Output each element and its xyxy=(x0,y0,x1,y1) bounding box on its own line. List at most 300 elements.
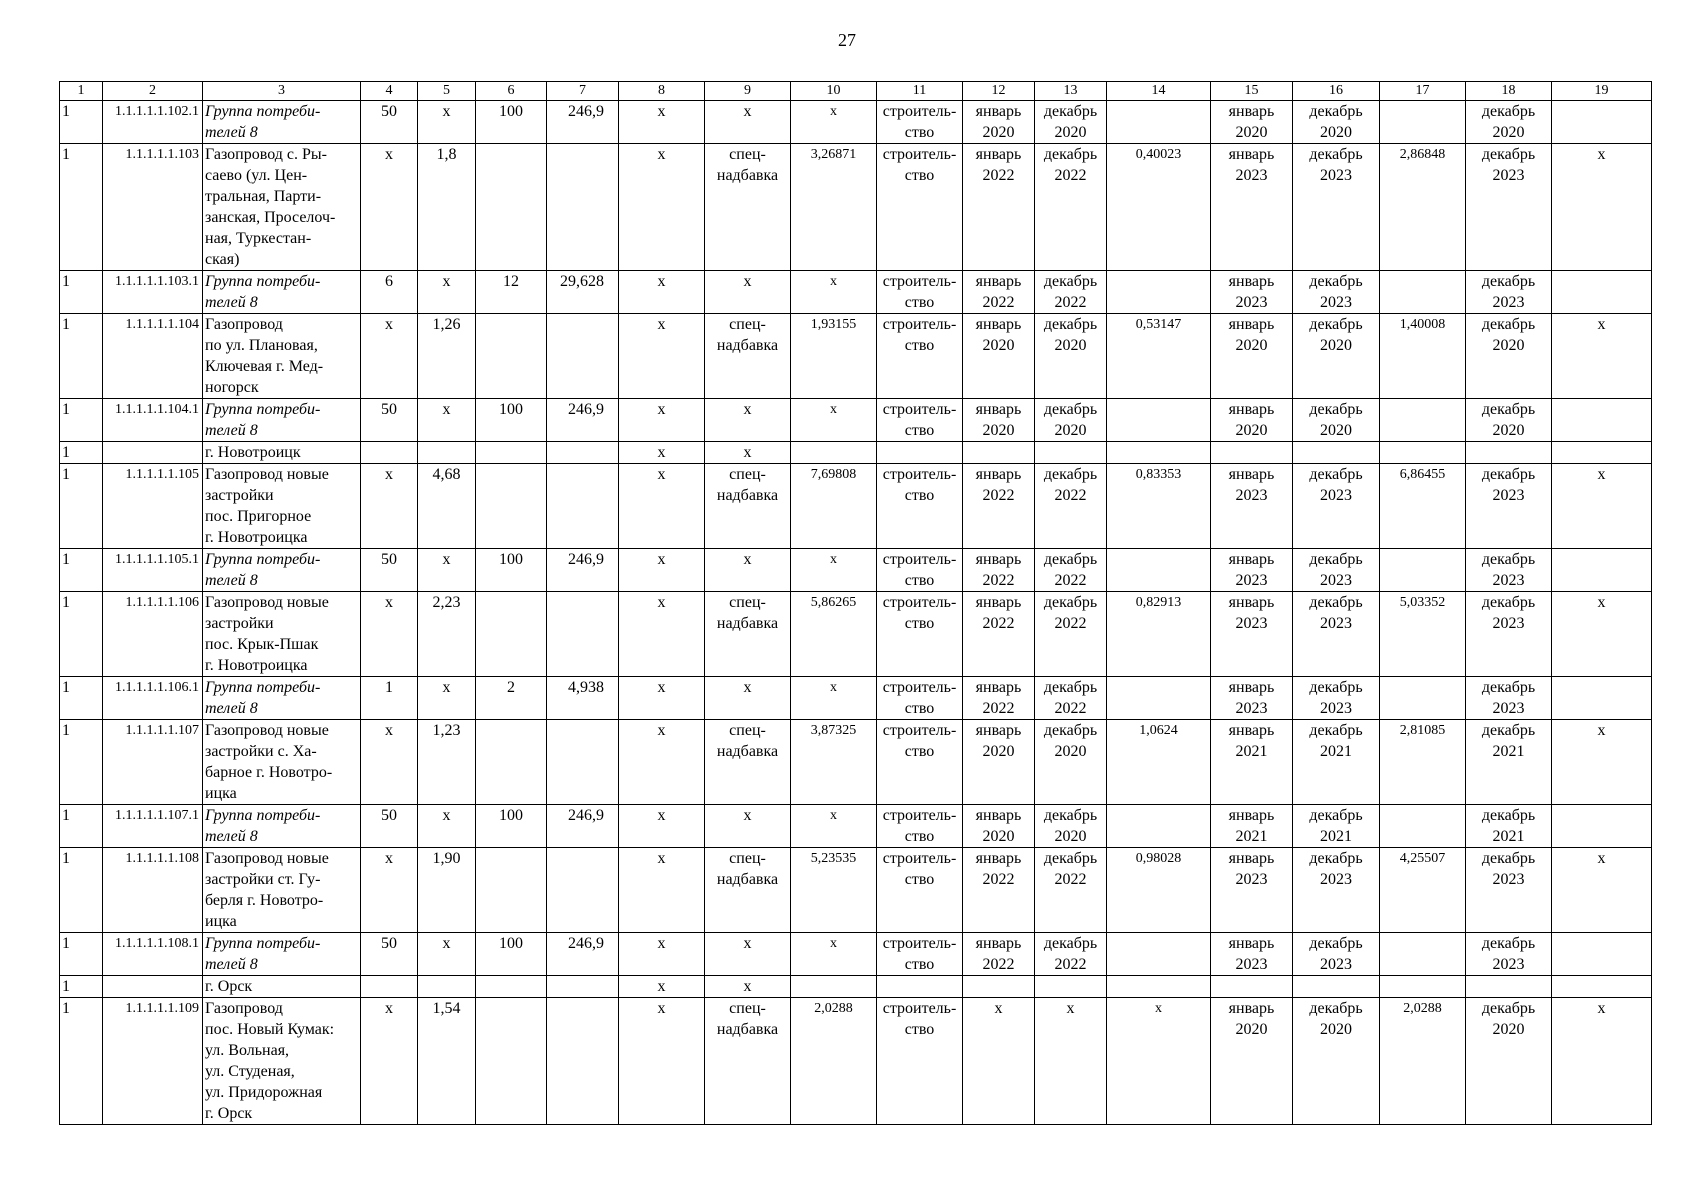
column-header: 3 xyxy=(203,82,361,101)
table-cell: 1,0624 xyxy=(1107,720,1211,805)
table-cell: х xyxy=(705,442,791,464)
table-cell: 1 xyxy=(361,677,418,720)
table-cell: х xyxy=(361,144,418,271)
table-cell: 246,9 xyxy=(547,933,619,976)
table-cell xyxy=(877,976,963,998)
table-cell: 1.1.1.1.1.107 xyxy=(103,720,203,805)
table-cell: 0,83353 xyxy=(1107,464,1211,549)
table-cell: х xyxy=(619,720,705,805)
table-cell: декабрь 2020 xyxy=(1293,998,1380,1125)
table-cell: январь 2022 xyxy=(963,933,1035,976)
column-header: 18 xyxy=(1466,82,1552,101)
table-cell xyxy=(1466,442,1552,464)
table-cell: 1 xyxy=(60,271,103,314)
table-cell: х xyxy=(1552,592,1652,677)
column-header: 16 xyxy=(1293,82,1380,101)
table-row xyxy=(60,998,1652,1125)
table-cell: январь 2021 xyxy=(1211,720,1293,805)
table-cell: х xyxy=(619,976,705,998)
table-cell: Газопровод по ул. Плановая, Ключевая г. Мед- ногорск xyxy=(203,314,361,399)
column-header: 11 xyxy=(877,82,963,101)
table-cell: декабрь 2022 xyxy=(1035,271,1107,314)
table-cell xyxy=(1552,549,1652,592)
table-cell: х xyxy=(705,677,791,720)
table-cell: январь 2020 xyxy=(963,399,1035,442)
table-cell: декабрь 2020 xyxy=(1035,314,1107,399)
table-cell: декабрь 2023 xyxy=(1466,592,1552,677)
table-cell xyxy=(1552,101,1652,144)
table-row xyxy=(60,805,1652,848)
table-cell xyxy=(476,848,547,933)
table-cell: декабрь 2023 xyxy=(1466,848,1552,933)
table-cell: х xyxy=(1107,998,1211,1125)
page-number: 27 xyxy=(838,30,856,50)
table-cell: декабрь 2020 xyxy=(1035,399,1107,442)
table-cell: 1.1.1.1.1.109 xyxy=(103,998,203,1125)
table-cell: Группа потреби- телей 8 xyxy=(203,271,361,314)
table-cell: строитель- ство xyxy=(877,101,963,144)
table-cell: 246,9 xyxy=(547,399,619,442)
table-cell: декабрь 2023 xyxy=(1466,549,1552,592)
table-cell xyxy=(361,976,418,998)
table-cell xyxy=(1107,677,1211,720)
table-cell: январь 2023 xyxy=(1211,848,1293,933)
table-cell: строитель- ство xyxy=(877,144,963,271)
table-cell xyxy=(1107,442,1211,464)
table-cell: 1,26 xyxy=(418,314,476,399)
table-cell: 1,90 xyxy=(418,848,476,933)
table-cell: Газопровод новые застройки пос. Крык-Пшак г. Новотроицка xyxy=(203,592,361,677)
table-cell: х xyxy=(619,399,705,442)
table-cell: спец- надбавка xyxy=(705,592,791,677)
table-cell: 1.1.1.1.1.105.1 xyxy=(103,549,203,592)
table-cell xyxy=(547,144,619,271)
table-cell: декабрь 2023 xyxy=(1293,549,1380,592)
table-cell: 1 xyxy=(60,399,103,442)
table-cell: декабрь 2022 xyxy=(1035,592,1107,677)
table-cell xyxy=(1552,933,1652,976)
table-cell: 0,40023 xyxy=(1107,144,1211,271)
table-cell: х xyxy=(791,549,877,592)
table-cell: декабрь 2023 xyxy=(1293,271,1380,314)
column-header: 6 xyxy=(476,82,547,101)
table-cell xyxy=(476,976,547,998)
table-cell: январь 2020 xyxy=(1211,101,1293,144)
table-cell: январь 2023 xyxy=(1211,933,1293,976)
table-cell: 1.1.1.1.1.104.1 xyxy=(103,399,203,442)
column-header: 5 xyxy=(418,82,476,101)
table-cell: х xyxy=(791,677,877,720)
table-cell: декабрь 2022 xyxy=(1035,144,1107,271)
table-cell: 2 xyxy=(476,677,547,720)
table-row xyxy=(60,933,1652,976)
table-cell: строитель- ство xyxy=(877,549,963,592)
table-row xyxy=(60,677,1652,720)
table-cell xyxy=(1466,976,1552,998)
table-cell: декабрь 2022 xyxy=(1035,933,1107,976)
table-cell: х xyxy=(791,933,877,976)
table-cell: 7,69808 xyxy=(791,464,877,549)
table-cell: х xyxy=(361,592,418,677)
table-cell: 1.1.1.1.1.104 xyxy=(103,314,203,399)
table-cell xyxy=(1107,976,1211,998)
table-cell: 1 xyxy=(60,144,103,271)
table-cell: х xyxy=(791,805,877,848)
table-cell: спец- надбавка xyxy=(705,464,791,549)
table-cell: декабрь 2022 xyxy=(1035,549,1107,592)
table-cell xyxy=(1380,271,1466,314)
table-cell xyxy=(547,720,619,805)
table-cell: спец- надбавка xyxy=(705,314,791,399)
table-cell: Газопровод новые застройки с. Ха- барное г. Новотро- ицка xyxy=(203,720,361,805)
table-row xyxy=(60,399,1652,442)
table-cell: строитель- ство xyxy=(877,720,963,805)
table-cell: декабрь 2021 xyxy=(1293,805,1380,848)
table-cell: декабрь 2020 xyxy=(1466,314,1552,399)
table-cell: 50 xyxy=(361,805,418,848)
table-cell: декабрь 2023 xyxy=(1466,144,1552,271)
table-cell: январь 2020 xyxy=(963,314,1035,399)
table-cell: январь 2022 xyxy=(963,677,1035,720)
table-cell: 100 xyxy=(476,399,547,442)
table-cell: январь 2022 xyxy=(963,464,1035,549)
table-cell: 3,87325 xyxy=(791,720,877,805)
table-cell xyxy=(103,442,203,464)
table-cell xyxy=(547,998,619,1125)
table-cell: х xyxy=(619,933,705,976)
table-row xyxy=(60,464,1652,549)
table-cell: 1.1.1.1.1.107.1 xyxy=(103,805,203,848)
table-cell xyxy=(1107,549,1211,592)
table-cell: январь 2022 xyxy=(963,848,1035,933)
table-cell: 1.1.1.1.1.106 xyxy=(103,592,203,677)
table-cell: х xyxy=(1552,998,1652,1125)
table-cell: 1,40008 xyxy=(1380,314,1466,399)
table-cell: январь 2023 xyxy=(1211,549,1293,592)
table-cell: х xyxy=(619,101,705,144)
table-cell: декабрь 2020 xyxy=(1035,101,1107,144)
table-cell: январь 2022 xyxy=(963,144,1035,271)
table-cell: 1 xyxy=(60,101,103,144)
table-cell xyxy=(963,976,1035,998)
table-cell: декабрь 2020 xyxy=(1293,101,1380,144)
table-cell: январь 2020 xyxy=(1211,399,1293,442)
table-cell: январь 2022 xyxy=(963,549,1035,592)
table-cell: х xyxy=(705,976,791,998)
table-cell: январь 2023 xyxy=(1211,677,1293,720)
table-cell: х xyxy=(705,805,791,848)
table-cell: строитель- ство xyxy=(877,314,963,399)
table-cell xyxy=(547,464,619,549)
table-cell: декабрь 2023 xyxy=(1466,933,1552,976)
table-cell xyxy=(476,464,547,549)
column-header: 10 xyxy=(791,82,877,101)
table-cell: х xyxy=(619,848,705,933)
table-cell: декабрь 2021 xyxy=(1466,805,1552,848)
table-cell: спец- надбавка xyxy=(705,720,791,805)
table-cell: 3,26871 xyxy=(791,144,877,271)
table-cell: г. Новотроицк xyxy=(203,442,361,464)
table-cell: декабрь 2020 xyxy=(1293,314,1380,399)
table-cell: 1.1.1.1.1.105 xyxy=(103,464,203,549)
table-row xyxy=(60,848,1652,933)
table-cell: 5,23535 xyxy=(791,848,877,933)
table-cell: декабрь 2020 xyxy=(1466,998,1552,1125)
table-cell xyxy=(963,442,1035,464)
table-cell: декабрь 2020 xyxy=(1466,101,1552,144)
table-cell xyxy=(103,976,203,998)
table-cell: декабрь 2020 xyxy=(1035,805,1107,848)
table-cell: 6 xyxy=(361,271,418,314)
table-cell xyxy=(791,976,877,998)
table-cell: х xyxy=(705,549,791,592)
table-cell xyxy=(1552,271,1652,314)
table-cell xyxy=(418,442,476,464)
table-cell: декабрь 2020 xyxy=(1035,720,1107,805)
table-cell: 100 xyxy=(476,805,547,848)
table-cell: 2,81085 xyxy=(1380,720,1466,805)
table-cell: 0,98028 xyxy=(1107,848,1211,933)
table-cell: 4,25507 xyxy=(1380,848,1466,933)
table-cell: г. Орск xyxy=(203,976,361,998)
table-cell: х xyxy=(619,549,705,592)
table-cell: Группа потреби- телей 8 xyxy=(203,933,361,976)
table-cell: х xyxy=(1552,144,1652,271)
table-cell xyxy=(877,442,963,464)
table-cell: 2,86848 xyxy=(1380,144,1466,271)
table-cell xyxy=(1552,677,1652,720)
table-cell xyxy=(1380,933,1466,976)
table-row xyxy=(60,442,1652,464)
table-cell xyxy=(476,314,547,399)
table-cell: декабрь 2023 xyxy=(1293,144,1380,271)
table-cell: х xyxy=(619,998,705,1125)
table-cell: Группа потреби- телей 8 xyxy=(203,549,361,592)
table-cell xyxy=(1035,442,1107,464)
table-cell: Газопровод пос. Новый Кумак: ул. Вольная, ул. Студеная, ул. Придорожная г. Орск xyxy=(203,998,361,1125)
table-cell: х xyxy=(619,144,705,271)
table-cell: 50 xyxy=(361,101,418,144)
table-cell: 50 xyxy=(361,933,418,976)
table-cell: 246,9 xyxy=(547,805,619,848)
table-cell: х xyxy=(418,805,476,848)
table-cell: декабрь 2020 xyxy=(1466,399,1552,442)
table-cell: х xyxy=(791,399,877,442)
table-cell: х xyxy=(619,677,705,720)
table-cell: х xyxy=(1552,848,1652,933)
table-cell: 100 xyxy=(476,549,547,592)
table-cell: январь 2023 xyxy=(1211,592,1293,677)
table-cell: х xyxy=(1552,314,1652,399)
table-row xyxy=(60,549,1652,592)
table-cell xyxy=(1380,677,1466,720)
table-cell: декабрь 2022 xyxy=(1035,677,1107,720)
table-cell xyxy=(1552,442,1652,464)
table-cell: 1 xyxy=(60,314,103,399)
table-cell: 1,93155 xyxy=(791,314,877,399)
column-header: 9 xyxy=(705,82,791,101)
table-cell: строитель- ство xyxy=(877,933,963,976)
table-cell: 1,8 xyxy=(418,144,476,271)
table-cell: х xyxy=(361,848,418,933)
table-cell: х xyxy=(361,720,418,805)
table-row xyxy=(60,314,1652,399)
column-header: 2 xyxy=(103,82,203,101)
table-cell xyxy=(1107,101,1211,144)
table-cell: Группа потреби- телей 8 xyxy=(203,805,361,848)
table-row xyxy=(60,144,1652,271)
column-header: 12 xyxy=(963,82,1035,101)
table-cell: декабрь 2023 xyxy=(1293,464,1380,549)
column-header: 17 xyxy=(1380,82,1466,101)
table-cell: 1.1.1.1.1.103 xyxy=(103,144,203,271)
table-cell: х xyxy=(963,998,1035,1125)
table-cell: 246,9 xyxy=(547,549,619,592)
table-cell xyxy=(1211,442,1293,464)
table-cell: Газопровод с. Ры- саево (ул. Цен- тральная, Парти- занская, Проселоч- ная, Туркестан- ская) xyxy=(203,144,361,271)
table-cell: декабрь 2023 xyxy=(1293,592,1380,677)
table-cell xyxy=(547,592,619,677)
table-cell: х xyxy=(1552,464,1652,549)
table-cell xyxy=(791,442,877,464)
table-cell: 4,68 xyxy=(418,464,476,549)
table-cell: х xyxy=(791,101,877,144)
table-cell: январь 2020 xyxy=(1211,998,1293,1125)
table-cell: январь 2020 xyxy=(1211,314,1293,399)
table-cell: 2,23 xyxy=(418,592,476,677)
column-header: 4 xyxy=(361,82,418,101)
table-cell: Газопровод новые застройки пос. Пригорное г. Новотроицка xyxy=(203,464,361,549)
table-cell xyxy=(418,976,476,998)
table-cell xyxy=(1035,976,1107,998)
table-cell: х xyxy=(619,314,705,399)
table-cell: 1 xyxy=(60,933,103,976)
table-cell xyxy=(1380,549,1466,592)
table-cell: х xyxy=(619,464,705,549)
table-row xyxy=(60,271,1652,314)
table-cell xyxy=(1552,805,1652,848)
table-cell xyxy=(547,848,619,933)
table-cell: 4,938 xyxy=(547,677,619,720)
table-cell: спец- надбавка xyxy=(705,144,791,271)
table-cell xyxy=(1380,976,1466,998)
table-cell: х xyxy=(418,549,476,592)
table-cell xyxy=(547,976,619,998)
table-cell: 246,9 xyxy=(547,101,619,144)
table-cell: строитель- ство xyxy=(877,464,963,549)
table-cell: х xyxy=(418,933,476,976)
column-header: 19 xyxy=(1552,82,1652,101)
table-cell: 2,0288 xyxy=(1380,998,1466,1125)
table-cell xyxy=(1107,399,1211,442)
table-cell: 12 xyxy=(476,271,547,314)
table-cell: декабрь 2022 xyxy=(1035,848,1107,933)
table-cell: январь 2022 xyxy=(963,592,1035,677)
table-cell xyxy=(1380,805,1466,848)
table-cell: х xyxy=(361,464,418,549)
table-cell: 1 xyxy=(60,464,103,549)
table-cell: х xyxy=(361,314,418,399)
table-cell: 1,23 xyxy=(418,720,476,805)
table-cell: х xyxy=(418,677,476,720)
table-cell: декабрь 2023 xyxy=(1293,848,1380,933)
header-row xyxy=(60,82,1652,101)
table-cell: декабрь 2023 xyxy=(1293,677,1380,720)
table-cell: 0,53147 xyxy=(1107,314,1211,399)
table-cell: х xyxy=(418,399,476,442)
column-header: 15 xyxy=(1211,82,1293,101)
table-cell xyxy=(1107,805,1211,848)
table-cell xyxy=(1293,976,1380,998)
table-cell: Группа потреби- телей 8 xyxy=(203,677,361,720)
table-cell: январь 2020 xyxy=(963,805,1035,848)
table-row xyxy=(60,592,1652,677)
table-cell: 5,86265 xyxy=(791,592,877,677)
table-cell xyxy=(1380,399,1466,442)
table-cell: январь 2023 xyxy=(1211,464,1293,549)
table-cell: х xyxy=(619,442,705,464)
column-header: 13 xyxy=(1035,82,1107,101)
table-cell xyxy=(476,144,547,271)
table-cell: 2,0288 xyxy=(791,998,877,1125)
table-cell: декабрь 2021 xyxy=(1293,720,1380,805)
table-cell: 6,86455 xyxy=(1380,464,1466,549)
column-header: 7 xyxy=(547,82,619,101)
table-cell: 1 xyxy=(60,592,103,677)
table-cell xyxy=(476,592,547,677)
table-cell: 0,82913 xyxy=(1107,592,1211,677)
table-cell: 1 xyxy=(60,976,103,998)
table-cell: декабрь 2023 xyxy=(1466,677,1552,720)
table-cell: х xyxy=(1035,998,1107,1125)
table-cell: январь 2023 xyxy=(1211,144,1293,271)
table-cell: строитель- ство xyxy=(877,399,963,442)
table-cell: 100 xyxy=(476,101,547,144)
table-cell: строитель- ство xyxy=(877,592,963,677)
table-row xyxy=(60,976,1652,998)
table-cell xyxy=(1293,442,1380,464)
table-cell: х xyxy=(619,592,705,677)
table-cell: строитель- ство xyxy=(877,848,963,933)
table-cell xyxy=(1211,976,1293,998)
table-cell: х xyxy=(361,998,418,1125)
table-cell: январь 2020 xyxy=(963,720,1035,805)
table-cell: х xyxy=(1552,720,1652,805)
table-cell: январь 2022 xyxy=(963,271,1035,314)
data-table xyxy=(59,81,1652,1125)
table-cell: х xyxy=(619,271,705,314)
table-cell: 1,54 xyxy=(418,998,476,1125)
table-cell: строитель- ство xyxy=(877,677,963,720)
table-cell: 1.1.1.1.1.103.1 xyxy=(103,271,203,314)
column-header: 1 xyxy=(60,82,103,101)
table-cell xyxy=(1380,442,1466,464)
table-cell xyxy=(547,442,619,464)
table-cell xyxy=(1380,101,1466,144)
table-cell: 50 xyxy=(361,399,418,442)
table-cell: 50 xyxy=(361,549,418,592)
table-cell: 1 xyxy=(60,805,103,848)
table-cell: спец- надбавка xyxy=(705,998,791,1125)
table-cell: 1.1.1.1.1.108 xyxy=(103,848,203,933)
table-cell: 1 xyxy=(60,549,103,592)
table-cell: январь 2020 xyxy=(963,101,1035,144)
table-cell: декабрь 2023 xyxy=(1466,271,1552,314)
table-cell: строитель- ство xyxy=(877,805,963,848)
table-cell: х xyxy=(705,933,791,976)
table-cell: 1 xyxy=(60,848,103,933)
table-cell: 100 xyxy=(476,933,547,976)
